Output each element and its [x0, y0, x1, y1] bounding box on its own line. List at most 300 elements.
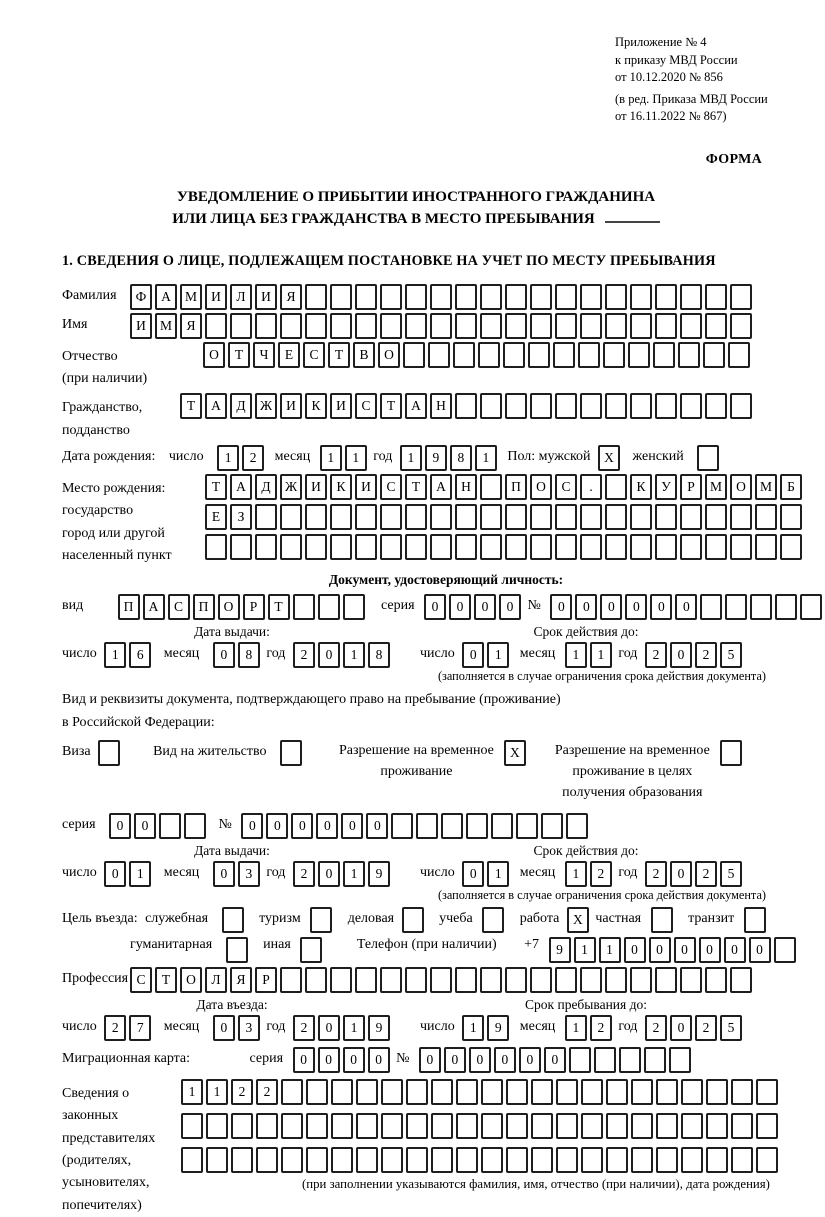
char-cell[interactable]	[226, 937, 248, 963]
char-cell[interactable]: 1	[343, 1015, 365, 1041]
doc-number-cells[interactable]	[550, 594, 825, 620]
char-cell[interactable]	[405, 504, 427, 530]
char-cell[interactable]: С	[303, 342, 325, 368]
stay-day[interactable]	[462, 1015, 512, 1041]
char-cell[interactable]	[391, 813, 413, 839]
char-cell[interactable]	[605, 393, 627, 419]
char-cell[interactable]	[755, 534, 777, 560]
char-cell[interactable]: 0	[109, 813, 131, 839]
char-cell[interactable]	[356, 1113, 378, 1139]
char-cell[interactable]: Т	[380, 393, 402, 419]
char-cell[interactable]: 7	[129, 1015, 151, 1041]
char-cell[interactable]	[705, 504, 727, 530]
char-cell[interactable]	[406, 1147, 428, 1173]
char-cell[interactable]	[556, 1079, 578, 1105]
char-cell[interactable]: 2	[293, 642, 315, 668]
char-cell[interactable]: 0	[318, 1015, 340, 1041]
char-cell[interactable]: М	[155, 313, 177, 339]
char-cell[interactable]: Л	[230, 284, 252, 310]
char-cell[interactable]	[430, 313, 452, 339]
char-cell[interactable]: 0	[519, 1047, 541, 1073]
char-cell[interactable]	[680, 534, 702, 560]
char-cell[interactable]	[255, 534, 277, 560]
char-cell[interactable]	[780, 504, 802, 530]
char-cell[interactable]: Ж	[255, 393, 277, 419]
char-cell[interactable]	[728, 342, 750, 368]
char-cell[interactable]	[305, 967, 327, 993]
char-cell[interactable]	[280, 967, 302, 993]
identity-expiry-year[interactable]	[645, 642, 745, 668]
char-cell[interactable]	[669, 1047, 691, 1073]
birth-year-cells[interactable]	[400, 445, 500, 471]
char-cell[interactable]	[700, 594, 722, 620]
char-cell[interactable]: О	[730, 474, 752, 500]
char-cell[interactable]: 0	[670, 1015, 692, 1041]
char-cell[interactable]	[456, 1147, 478, 1173]
char-cell[interactable]	[680, 967, 702, 993]
char-cell[interactable]: З	[230, 504, 252, 530]
char-cell[interactable]	[306, 1079, 328, 1105]
char-cell[interactable]: 0	[213, 1015, 235, 1041]
name-cells[interactable]	[130, 313, 755, 339]
char-cell[interactable]	[530, 504, 552, 530]
char-cell[interactable]	[731, 1147, 753, 1173]
char-cell[interactable]: О	[218, 594, 240, 620]
char-cell[interactable]	[456, 1113, 478, 1139]
char-cell[interactable]	[255, 504, 277, 530]
char-cell[interactable]: 1	[462, 1015, 484, 1041]
char-cell[interactable]: 0	[494, 1047, 516, 1073]
stay-month[interactable]	[565, 1015, 615, 1041]
char-cell[interactable]	[730, 284, 752, 310]
char-cell[interactable]	[306, 1113, 328, 1139]
char-cell[interactable]	[380, 967, 402, 993]
char-cell[interactable]: П	[193, 594, 215, 620]
char-cell[interactable]	[300, 937, 322, 963]
char-cell[interactable]	[466, 813, 488, 839]
char-cell[interactable]	[528, 342, 550, 368]
char-cell[interactable]	[256, 1113, 278, 1139]
char-cell[interactable]	[405, 313, 427, 339]
migration-number-cells[interactable]	[419, 1047, 694, 1073]
char-cell[interactable]	[480, 284, 502, 310]
char-cell[interactable]: А	[205, 393, 227, 419]
char-cell[interactable]: Т	[155, 967, 177, 993]
char-cell[interactable]: X	[567, 907, 589, 933]
char-cell[interactable]	[430, 534, 452, 560]
entry-year[interactable]	[293, 1015, 393, 1041]
char-cell[interactable]	[706, 1079, 728, 1105]
char-cell[interactable]: 1	[565, 642, 587, 668]
purpose-tourism-checkbox[interactable]	[310, 907, 335, 933]
char-cell[interactable]	[480, 504, 502, 530]
char-cell[interactable]	[730, 504, 752, 530]
char-cell[interactable]	[678, 342, 700, 368]
char-cell[interactable]	[430, 284, 452, 310]
char-cell[interactable]	[530, 534, 552, 560]
char-cell[interactable]: И	[305, 474, 327, 500]
char-cell[interactable]: 0	[419, 1047, 441, 1073]
permit-issue-day[interactable]	[104, 861, 154, 887]
char-cell[interactable]: 9	[368, 1015, 390, 1041]
char-cell[interactable]	[578, 342, 600, 368]
permit-series-cells[interactable]	[109, 813, 209, 839]
char-cell[interactable]	[580, 313, 602, 339]
char-cell[interactable]	[482, 907, 504, 933]
char-cell[interactable]	[406, 1113, 428, 1139]
char-cell[interactable]	[206, 1113, 228, 1139]
char-cell[interactable]	[756, 1147, 778, 1173]
char-cell[interactable]: 1	[345, 445, 367, 471]
char-cell[interactable]	[605, 313, 627, 339]
char-cell[interactable]	[503, 342, 525, 368]
char-cell[interactable]	[556, 1147, 578, 1173]
identity-expiry-day[interactable]	[462, 642, 512, 668]
char-cell[interactable]	[631, 1079, 653, 1105]
char-cell[interactable]: 0	[424, 594, 446, 620]
purpose-official-checkbox[interactable]	[222, 907, 247, 933]
char-cell[interactable]: 0	[724, 937, 746, 963]
char-cell[interactable]	[281, 1079, 303, 1105]
visa-checkbox[interactable]	[98, 740, 123, 766]
char-cell[interactable]	[480, 313, 502, 339]
char-cell[interactable]	[281, 1113, 303, 1139]
char-cell[interactable]	[280, 534, 302, 560]
char-cell[interactable]	[380, 504, 402, 530]
char-cell[interactable]: 0	[266, 813, 288, 839]
char-cell[interactable]: И	[130, 313, 152, 339]
char-cell[interactable]	[531, 1147, 553, 1173]
char-cell[interactable]: Ф	[130, 284, 152, 310]
phone-cells[interactable]	[549, 937, 799, 963]
char-cell[interactable]	[630, 393, 652, 419]
char-cell[interactable]	[541, 813, 563, 839]
char-cell[interactable]: И	[330, 393, 352, 419]
char-cell[interactable]	[456, 1079, 478, 1105]
char-cell[interactable]: С	[355, 393, 377, 419]
doc-type-cells[interactable]	[118, 594, 368, 620]
char-cell[interactable]	[630, 534, 652, 560]
char-cell[interactable]	[580, 504, 602, 530]
char-cell[interactable]	[655, 967, 677, 993]
char-cell[interactable]: X	[598, 445, 620, 471]
doc-series-cells[interactable]	[424, 594, 524, 620]
birth-day-cells[interactable]	[217, 445, 267, 471]
char-cell[interactable]	[656, 1147, 678, 1173]
birth-place-cells-row1[interactable]	[205, 474, 805, 500]
char-cell[interactable]	[730, 967, 752, 993]
char-cell[interactable]: 2	[645, 642, 667, 668]
char-cell[interactable]: 0	[318, 861, 340, 887]
char-cell[interactable]	[581, 1079, 603, 1105]
char-cell[interactable]: 5	[720, 861, 742, 887]
char-cell[interactable]: Д	[230, 393, 252, 419]
char-cell[interactable]: 0	[318, 642, 340, 668]
char-cell[interactable]	[331, 1147, 353, 1173]
stay-year[interactable]	[645, 1015, 745, 1041]
char-cell[interactable]	[731, 1079, 753, 1105]
char-cell[interactable]	[631, 1147, 653, 1173]
char-cell[interactable]	[569, 1047, 591, 1073]
char-cell[interactable]	[730, 313, 752, 339]
char-cell[interactable]: 0	[291, 813, 313, 839]
surname-cells[interactable]	[130, 284, 755, 310]
permit-issue-year[interactable]	[293, 861, 393, 887]
char-cell[interactable]: Н	[455, 474, 477, 500]
char-cell[interactable]	[630, 967, 652, 993]
char-cell[interactable]: И	[280, 393, 302, 419]
char-cell[interactable]: 0	[318, 1047, 340, 1073]
char-cell[interactable]: 0	[575, 594, 597, 620]
char-cell[interactable]	[205, 313, 227, 339]
char-cell[interactable]: 1	[487, 642, 509, 668]
char-cell[interactable]	[506, 1147, 528, 1173]
char-cell[interactable]	[402, 907, 424, 933]
char-cell[interactable]	[605, 967, 627, 993]
char-cell[interactable]	[355, 504, 377, 530]
char-cell[interactable]: Т	[228, 342, 250, 368]
residence-permit-checkbox[interactable]	[280, 740, 305, 766]
char-cell[interactable]: 0	[499, 594, 521, 620]
char-cell[interactable]	[355, 284, 377, 310]
char-cell[interactable]	[310, 907, 332, 933]
char-cell[interactable]: 0	[316, 813, 338, 839]
char-cell[interactable]	[355, 313, 377, 339]
representatives-cells-row2[interactable]	[181, 1113, 781, 1139]
char-cell[interactable]: 9	[368, 861, 390, 887]
char-cell[interactable]	[653, 342, 675, 368]
citizenship-cells[interactable]	[180, 393, 755, 419]
char-cell[interactable]: 5	[720, 642, 742, 668]
char-cell[interactable]: А	[230, 474, 252, 500]
char-cell[interactable]: И	[355, 474, 377, 500]
char-cell[interactable]: Р	[255, 967, 277, 993]
char-cell[interactable]	[581, 1113, 603, 1139]
char-cell[interactable]	[481, 1147, 503, 1173]
char-cell[interactable]	[705, 284, 727, 310]
char-cell[interactable]	[305, 284, 327, 310]
identity-issue-month[interactable]	[213, 642, 263, 668]
char-cell[interactable]	[293, 594, 315, 620]
char-cell[interactable]	[630, 313, 652, 339]
char-cell[interactable]: С	[380, 474, 402, 500]
char-cell[interactable]: 1	[181, 1079, 203, 1105]
char-cell[interactable]	[505, 534, 527, 560]
char-cell[interactable]: 0	[674, 937, 696, 963]
char-cell[interactable]	[255, 313, 277, 339]
char-cell[interactable]	[656, 1113, 678, 1139]
char-cell[interactable]	[555, 504, 577, 530]
char-cell[interactable]	[680, 284, 702, 310]
char-cell[interactable]	[655, 534, 677, 560]
char-cell[interactable]	[606, 1147, 628, 1173]
char-cell[interactable]	[506, 1079, 528, 1105]
char-cell[interactable]	[98, 740, 120, 766]
char-cell[interactable]	[581, 1147, 603, 1173]
birth-month-cells[interactable]	[320, 445, 370, 471]
char-cell[interactable]	[431, 1147, 453, 1173]
identity-issue-day[interactable]	[104, 642, 154, 668]
char-cell[interactable]	[230, 313, 252, 339]
char-cell[interactable]: Р	[680, 474, 702, 500]
char-cell[interactable]	[380, 284, 402, 310]
char-cell[interactable]: О	[530, 474, 552, 500]
char-cell[interactable]	[605, 534, 627, 560]
char-cell[interactable]: И	[255, 284, 277, 310]
char-cell[interactable]: В	[353, 342, 375, 368]
char-cell[interactable]	[306, 1147, 328, 1173]
char-cell[interactable]: 0	[134, 813, 156, 839]
char-cell[interactable]: 9	[549, 937, 571, 963]
char-cell[interactable]	[355, 534, 377, 560]
char-cell[interactable]	[725, 594, 747, 620]
char-cell[interactable]	[580, 967, 602, 993]
char-cell[interactable]: П	[505, 474, 527, 500]
char-cell[interactable]	[480, 534, 502, 560]
char-cell[interactable]	[231, 1113, 253, 1139]
char-cell[interactable]: 2	[242, 445, 264, 471]
identity-issue-year[interactable]	[293, 642, 393, 668]
char-cell[interactable]	[628, 342, 650, 368]
char-cell[interactable]: Е	[205, 504, 227, 530]
char-cell[interactable]	[455, 534, 477, 560]
char-cell[interactable]: 1	[475, 445, 497, 471]
char-cell[interactable]	[630, 504, 652, 530]
char-cell[interactable]: Е	[278, 342, 300, 368]
char-cell[interactable]: Т	[328, 342, 350, 368]
char-cell[interactable]	[280, 313, 302, 339]
char-cell[interactable]: К	[330, 474, 352, 500]
permit-issue-month[interactable]	[213, 861, 263, 887]
char-cell[interactable]	[644, 1047, 666, 1073]
char-cell[interactable]: 2	[645, 861, 667, 887]
birth-place-cells-row2[interactable]	[205, 504, 805, 530]
char-cell[interactable]: 0	[104, 861, 126, 887]
char-cell[interactable]: 0	[650, 594, 672, 620]
char-cell[interactable]	[705, 534, 727, 560]
char-cell[interactable]: 8	[450, 445, 472, 471]
char-cell[interactable]	[405, 284, 427, 310]
char-cell[interactable]	[555, 313, 577, 339]
char-cell[interactable]: 2	[104, 1015, 126, 1041]
char-cell[interactable]: Т	[405, 474, 427, 500]
char-cell[interactable]: 8	[368, 642, 390, 668]
char-cell[interactable]: 0	[213, 861, 235, 887]
char-cell[interactable]	[455, 313, 477, 339]
char-cell[interactable]: 2	[256, 1079, 278, 1105]
char-cell[interactable]	[555, 284, 577, 310]
char-cell[interactable]	[405, 534, 427, 560]
char-cell[interactable]	[280, 740, 302, 766]
char-cell[interactable]	[655, 504, 677, 530]
char-cell[interactable]	[206, 1147, 228, 1173]
char-cell[interactable]	[430, 504, 452, 530]
purpose-other-checkbox[interactable]	[300, 937, 325, 963]
char-cell[interactable]	[756, 1113, 778, 1139]
char-cell[interactable]	[184, 813, 206, 839]
char-cell[interactable]: 0	[449, 594, 471, 620]
char-cell[interactable]	[530, 967, 552, 993]
char-cell[interactable]: 1	[574, 937, 596, 963]
purpose-private-checkbox[interactable]	[651, 907, 676, 933]
char-cell[interactable]: 1	[565, 1015, 587, 1041]
char-cell[interactable]	[455, 967, 477, 993]
char-cell[interactable]: 2	[590, 861, 612, 887]
char-cell[interactable]: Б	[780, 474, 802, 500]
char-cell[interactable]	[381, 1079, 403, 1105]
char-cell[interactable]: А	[155, 284, 177, 310]
char-cell[interactable]: 0	[649, 937, 671, 963]
permit-expiry-day[interactable]	[462, 861, 512, 887]
char-cell[interactable]	[619, 1047, 641, 1073]
sex-female-checkbox[interactable]	[697, 445, 722, 471]
char-cell[interactable]: М	[755, 474, 777, 500]
char-cell[interactable]: С	[168, 594, 190, 620]
char-cell[interactable]	[680, 313, 702, 339]
char-cell[interactable]	[656, 1079, 678, 1105]
permit-number-cells[interactable]	[241, 813, 591, 839]
char-cell[interactable]	[480, 967, 502, 993]
char-cell[interactable]: 0	[366, 813, 388, 839]
char-cell[interactable]: 0	[624, 937, 646, 963]
char-cell[interactable]	[453, 342, 475, 368]
char-cell[interactable]: 0	[462, 861, 484, 887]
char-cell[interactable]: И	[205, 284, 227, 310]
char-cell[interactable]: 0	[544, 1047, 566, 1073]
char-cell[interactable]	[580, 393, 602, 419]
char-cell[interactable]: С	[130, 967, 152, 993]
char-cell[interactable]: Т	[268, 594, 290, 620]
sex-male-checkbox[interactable]	[598, 445, 623, 471]
char-cell[interactable]	[355, 967, 377, 993]
char-cell[interactable]	[381, 1113, 403, 1139]
char-cell[interactable]	[330, 967, 352, 993]
char-cell[interactable]	[256, 1147, 278, 1173]
char-cell[interactable]	[380, 313, 402, 339]
char-cell[interactable]	[680, 393, 702, 419]
char-cell[interactable]: 0	[550, 594, 572, 620]
char-cell[interactable]	[431, 1079, 453, 1105]
char-cell[interactable]: К	[305, 393, 327, 419]
char-cell[interactable]	[530, 284, 552, 310]
edu-permit-checkbox[interactable]	[720, 740, 745, 766]
char-cell[interactable]	[480, 393, 502, 419]
char-cell[interactable]	[750, 594, 772, 620]
char-cell[interactable]	[505, 393, 527, 419]
char-cell[interactable]	[280, 504, 302, 530]
purpose-business-checkbox[interactable]	[402, 907, 427, 933]
char-cell[interactable]	[651, 907, 673, 933]
char-cell[interactable]: К	[630, 474, 652, 500]
char-cell[interactable]	[481, 1113, 503, 1139]
char-cell[interactable]	[222, 907, 244, 933]
char-cell[interactable]: 1	[599, 937, 621, 963]
char-cell[interactable]	[566, 813, 588, 839]
migration-series-cells[interactable]	[293, 1047, 393, 1073]
char-cell[interactable]: 5	[720, 1015, 742, 1041]
char-cell[interactable]: Р	[243, 594, 265, 620]
char-cell[interactable]: 0	[293, 1047, 315, 1073]
char-cell[interactable]: А	[143, 594, 165, 620]
char-cell[interactable]: Ж	[280, 474, 302, 500]
char-cell[interactable]	[231, 1147, 253, 1173]
char-cell[interactable]	[605, 474, 627, 500]
char-cell[interactable]: 2	[645, 1015, 667, 1041]
char-cell[interactable]	[706, 1147, 728, 1173]
char-cell[interactable]: 1	[343, 642, 365, 668]
char-cell[interactable]	[580, 284, 602, 310]
char-cell[interactable]	[697, 445, 719, 471]
